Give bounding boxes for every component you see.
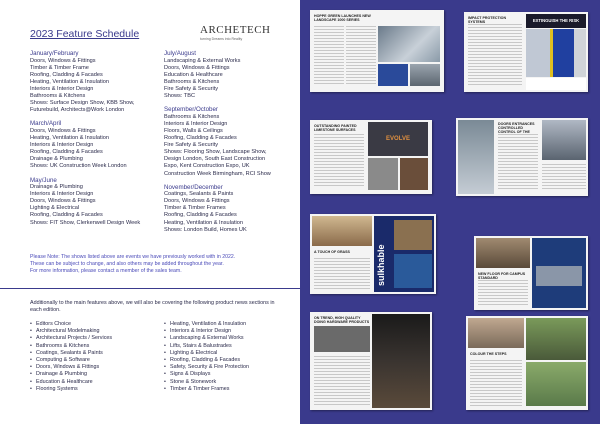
spread-photo	[400, 158, 428, 190]
archetech-logo	[200, 24, 278, 41]
spread-photo	[410, 64, 440, 86]
spread-photo	[526, 362, 586, 406]
spread-headline: DOORS ENTRANCES CONTROLLED CONTROL OF THE	[498, 122, 535, 135]
section-heading: May/June	[30, 176, 57, 184]
section-heading: January/February	[30, 50, 79, 57]
list-item: • Lifts, Stairs & Balustrades	[164, 343, 249, 350]
schedule-item: Interiors & Interior Design	[30, 191, 94, 198]
spread-photo	[526, 29, 586, 77]
schedule-item: Roofing, Cladding & Facades	[30, 149, 103, 156]
list-item: • Interiors & Interior Design	[164, 328, 249, 335]
schedule-item: Bathrooms & Kitchens	[164, 113, 220, 120]
schedule-item: Interiors & Interior Design	[30, 85, 94, 92]
schedule-item: Roofing, Cladding & Facades	[30, 212, 103, 219]
schedule-item: Heating, Ventilation & Insulation	[30, 78, 109, 85]
schedule-column-right	[164, 50, 289, 234]
list-item: • Heating, Ventilation & Insulation	[164, 321, 249, 328]
magazine-spread-1	[310, 10, 444, 92]
spread-brand: sulkhable	[376, 244, 386, 286]
schedule-item: Education & Healthcare	[164, 71, 223, 78]
spread-brand: EVOLVE	[368, 122, 428, 156]
schedule-item: Timber & Timber Frame	[30, 64, 89, 71]
product-news-list-right	[164, 321, 249, 393]
list-item: • Architectural Modelmaking	[30, 328, 112, 335]
spread-ad	[532, 238, 586, 308]
schedule-item: Bathrooms & Kitchens	[30, 93, 86, 100]
magazine-spread-2	[464, 12, 588, 92]
list-item: • Drainage & Plumbing	[30, 371, 112, 378]
magazine-spreads-panel	[300, 0, 600, 424]
magazine-spread-8	[466, 316, 588, 410]
list-item: • Coatings, Sealants & Paints	[30, 350, 112, 357]
list-item: • Lighting & Electrical	[164, 350, 249, 357]
magazine-spread-4	[456, 118, 588, 196]
spread-headline: COLOUR THE STEPS	[470, 352, 507, 356]
schedule-item: Shows: Flooring Show, Landscape Show,	[164, 149, 267, 156]
schedule-item: Shows: TBC	[164, 93, 195, 100]
product-news-list-left	[30, 321, 112, 393]
spread-photo	[458, 120, 494, 194]
spread-headline: A TOUCH OF GRASS	[314, 250, 350, 254]
list-item: • Architectural Projects / Services	[30, 335, 112, 342]
spread-headline: OUTSTANDING PAINTED LIMESTONE SURFACES	[314, 124, 357, 133]
list-item: • Landscaping & External Works	[164, 335, 249, 342]
spread-ad	[374, 216, 434, 292]
list-item: • Bathrooms & Kitchens	[30, 343, 112, 350]
schedule-item: Heating, Ventilation & Insulation	[30, 135, 109, 142]
schedule-item: Lighting & Electrical	[30, 205, 80, 212]
note-line: These can be subject to change, and also others may be added throughout the year.	[30, 261, 224, 267]
schedule-item: Coatings, Sealants & Paints	[164, 191, 234, 198]
list-item: • Computing & Software	[30, 357, 112, 364]
schedule-note	[30, 254, 290, 275]
schedule-item: Floors, Walls & Ceilings	[164, 127, 223, 134]
schedule-item: Construction Week Birmingham, RCI Show	[164, 170, 271, 177]
spread-ad	[378, 64, 408, 86]
spread-photo	[378, 26, 440, 62]
intro-text: Additionally to the main features above, we will also be covering the following product news sections in each edition.	[30, 300, 275, 314]
section-heading: March/April	[30, 120, 62, 128]
schedule-item: Roofing, Cladding & Facades	[164, 212, 237, 219]
schedule-item: Roofing, Cladding & Facades	[164, 135, 237, 142]
page-title: 2023 Feature Schedule	[30, 28, 140, 40]
spread-headline: ON TREND, HIGH QUALITY DOING HARDWARE PRODUCTS	[314, 316, 370, 325]
schedule-item: Futurebuild, Architects@Work London	[30, 107, 125, 114]
spread-banner: EXTINGUISH THE RISK	[526, 14, 586, 28]
spread-headline: HOPPE GREEN LAUNCHES NEW LANDSCAPE 1000 SERIES	[314, 14, 371, 23]
spread-photo	[368, 158, 398, 190]
schedule-item: Drainage & Plumbing	[30, 184, 83, 191]
spread-photo	[468, 318, 524, 348]
list-item: • Stone & Stonework	[164, 379, 249, 386]
spread-headline: IMPACT PROTECTION SYSTEMS	[468, 16, 507, 25]
magazine-spread-7	[310, 312, 432, 410]
list-item: • Safety, Security & Fire Protection	[164, 364, 249, 371]
section-heading: November/December	[164, 183, 223, 191]
note-line: Please Note: The shows listed above are events we have previously worked with in 2022.	[30, 254, 236, 260]
schedule-item: Timber & Timber Frames	[164, 205, 226, 212]
logo-name: ARCHETECH	[200, 24, 271, 36]
spread-photo	[526, 318, 586, 360]
spread-photo	[314, 326, 370, 352]
schedule-item: Design London, South East Construction	[164, 156, 266, 163]
schedule-item: Shows: FIT Show, Clerkenwell Design Week	[30, 219, 141, 226]
divider	[0, 288, 300, 289]
magazine-spread-3	[310, 120, 432, 194]
schedule-item: Shows: Surface Design Show, KBB Show,	[30, 100, 135, 107]
spread-photo	[476, 238, 530, 268]
schedule-item: Doors, Windows & Fittings	[164, 64, 230, 71]
list-item: • Roofing, Cladding & Facades	[164, 357, 249, 364]
schedule-item: Heating, Ventilation & Insulation	[164, 219, 243, 226]
spread-photo	[542, 120, 586, 160]
schedule-item: Bathrooms & Kitchens	[164, 78, 220, 85]
logo-tagline: turning Dreams into Reality	[200, 37, 243, 41]
schedule-item: Interiors & Interior Design	[30, 142, 94, 149]
schedule-item: Doors, Windows & Fittings	[30, 57, 96, 64]
list-item: • Timber & Timber Frames	[164, 386, 249, 393]
schedule-item: Doors, Windows & Fittings	[30, 198, 96, 205]
list-item: • Education & Healthcare	[30, 379, 112, 386]
schedule-item: Drainage & Plumbing	[30, 156, 83, 163]
schedule-column-left	[30, 50, 150, 227]
section-heading: September/October	[164, 106, 218, 114]
list-item: • Flooring Systems	[30, 386, 112, 393]
list-item: • Editors Choice	[30, 321, 112, 328]
schedule-item: Landscaping & External Works	[164, 57, 241, 64]
schedule-item: Interiors & Interior Design	[164, 120, 228, 127]
schedule-item: Shows: UK Construction Week London	[30, 163, 127, 170]
spread-photo	[312, 216, 372, 246]
schedule-item: Roofing, Cladding & Facades	[30, 71, 103, 78]
list-item: • Doors, Windows & Fittings	[30, 364, 112, 371]
section-heading: July/August	[164, 50, 196, 57]
schedule-item: Doors, Windows & Fittings	[30, 127, 96, 134]
list-item: • Signs & Displays	[164, 371, 249, 378]
spread-ad	[372, 314, 430, 408]
schedule-item: Fire Safety & Security	[164, 142, 219, 149]
spread-headline: NEW FLOOR FOR CAMPUS STANDARD	[478, 272, 526, 281]
magazine-spread-6	[474, 236, 588, 310]
note-line: For more information, please contact a member of the sales team.	[30, 268, 182, 274]
schedule-item: Expo, Kent Construction Expo, UK	[164, 163, 250, 170]
schedule-item: Fire Safety & Security	[164, 85, 219, 92]
magazine-spread-5	[310, 214, 436, 294]
spread-ad	[526, 78, 586, 90]
schedule-item: Doors, Windows & Fittings	[164, 198, 230, 205]
schedule-item: Shows: London Build, Homes UK	[164, 226, 247, 233]
